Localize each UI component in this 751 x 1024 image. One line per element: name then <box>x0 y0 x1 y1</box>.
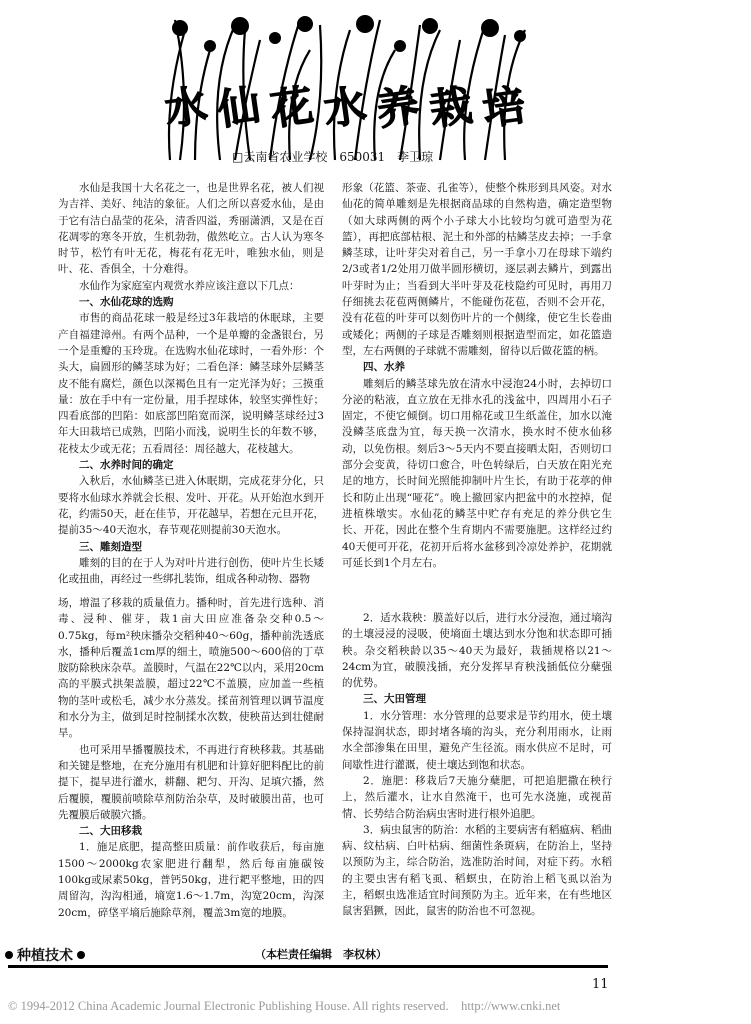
column-2 <box>342 180 612 571</box>
paragraph: 2．施肥：移栽后7天施分蘖肥，可把追肥撒在秧行上，然后灌水，让水自然淹干，也可先水浇施，或视苗情、长势结合防治病虫害时进行根外追肥。 <box>342 774 612 820</box>
paragraph: 形象（花篮、茶壶、孔雀等），使整个株形到具风姿。对水仙花的简单雕刻是先根据商品球的自然构造，确定造型物（如大球两侧的两个小子球大小比较均匀就可造型为花篮），再把底部枯根、泥土和外部的枯鳞茎皮去掉；一手拿鳞茎球，让叶芽尖对着自己，另一手拿小刀在母球下端约2/3或者1/2处用刀做半圆形横切，逐层剥去鳞片，到露出叶芽时为止；当看到大半叶芽及花枝隐约可见时，再用刀仔细挑去花苞两侧鳞片，不能碰伤花苞，否则不会开花，没有花苞的叶芽可以刻伤叶片的一个侧缘，使它生长卷曲或矮化；两侧的子球是否雕刻则根据造型而定，如花篮造型，左右两侧的子球就不需雕刻，留待以后做花篮的柄。 <box>342 182 612 357</box>
title-char: 水 <box>161 80 211 135</box>
bullet-icon <box>5 951 13 959</box>
paragraph: 雕刻的目的在于人为对叶片进行创伤，使叶片生长矮化或扭曲，再经过一些绑扎装饰，组成各种动物、器物 <box>58 556 324 586</box>
page-number: 11 <box>592 977 609 992</box>
section-heading: 二、水养时间的确定 <box>79 459 174 472</box>
paragraph: 水仙是我国十大名花之一，也是世界名花，被人们视为吉祥、美好、纯洁的象征。人们之所以喜爱水仙，是由于它有洁白晶莹的花朵，清香四溢，秀丽潇洒，又是在百花凋零的寒冬开放，生机勃勃，傲然屹立。古人认为寒冬时节，松竹有叶无花，梅花有花无叶，唯独水仙，则是叶、花、香俱全，十分难得。 <box>58 182 324 276</box>
paragraph: 3．病虫鼠害的防治：水稻的主要病害有稻瘟病、稻曲病、纹枯病、白叶枯病、细菌性条斑病，在防治上，坚持以预防为主，综合防治，选准防治时间，对症下药。水稻的主要虫害有稻飞虱、稻螟虫，在防治上稻飞虱以治为主，稻螟虫选准适宜时间预防为主。近年来，在有些地区鼠害猖獗，因此，鼠害的防治也不可忽视。 <box>342 823 612 918</box>
footer-rule <box>8 965 608 968</box>
section-heading: 四、水养 <box>363 361 405 374</box>
copyright-notice: © 1994-2012 China Academic Journal Electronic Publishing House. All rights reserved. http://www.cnki.net <box>8 999 561 1013</box>
title-char: 养 <box>373 80 423 135</box>
paragraph: 也可采用旱播覆膜技术，不再进行育秧移栽。其基础和关键是整地，在充分施用有机肥和计算好肥料配比的前提下，提早进行灌水，耕翻、耙匀、开沟、足填穴播，然后覆膜，覆膜前喷除草剂防治杂草，及时破膜出苗，也可先覆膜后破膜穴播。 <box>58 743 324 821</box>
paragraph: 雕刻后的鳞茎球先放在清水中浸泡24小时，去掉切口分泌的粘液，直立放在无排水孔的浅盆中，四周用小石子固定，不使它倾倒。切口用棉花或卫生纸盖住，加水以淹没鳞茎底盘为宜，每天换一次清水，换水时不使水仙移动，以免伤根。刻后3～5天内不要直接晒太阳，否则切口部分会变黄，待切口愈合，叶色转绿后，白天放在阳光充足的地方，长时间光照能抑制叶片生长，有助于花葶的伸长和防止出现“哑花”。晚上撤回家内把盆中的水控掉，促进植株墩实。水仙花的鳞茎中贮存有充足的养分供它生长、开花，因此在整个生育期内不需要施肥。这样经过约40天便可开花，花初开后将水盆移到冷凉处养护，花期就可延长到1个月左右。 <box>342 377 612 569</box>
title-char: 栽 <box>426 80 476 135</box>
paragraph: 入秋后，水仙鳞茎已进入休眠期，完成花芽分化，只要将水仙球水养就会长根、发叶、开花。从开始泡水到开花，约需50天，赶在佳节，开花越早，若想在元旦开花，提前35～40天泡水，春节观花则提前30天泡水。 <box>58 475 324 537</box>
section-heading: 二、大田移栽 <box>79 825 142 838</box>
section-heading: 三、大田管理 <box>363 693 426 706</box>
section-heading: 三、雕刻造型 <box>79 540 142 553</box>
title-char: 培 <box>479 80 529 135</box>
title-char: 仙 <box>214 80 264 135</box>
section-name: 种植技术 <box>17 948 73 964</box>
title-char: 水 <box>320 80 370 135</box>
column-editor: （本栏责任编辑 李权林） <box>255 948 387 961</box>
column-3 <box>58 595 324 921</box>
paragraph: 场，增温了移栽的质量值力。播种时，首先进行选种、消毒、浸种、催芽，栽1亩大田应准备杂交种0.5～0.75kg，每m²秧床播杂交稻种40～60g，播种前洗透底水，播种后覆盖1cm厚的细土，喷施500～600倍的丁草胺防除秧床杂草。盖膜时，气温在22℃以内，采用20cm高的平膜式拱架盖膜，超过22℃不盖膜，应加盖一些植物的茎叶或松毛，减少水分蒸发。揉苗剂管理以调节温度和水分为主，做到足时控制揉水次数，使秧苗达到壮健耐旱。 <box>58 597 324 740</box>
article-title <box>161 78 529 138</box>
author-byline: □云南省农业学校 650031 李卫琼 <box>232 150 434 164</box>
bullet-icon <box>77 951 85 959</box>
paragraph: 市售的商品花球一般是经过3年栽培的休眠球，主要产自福建漳州。有两个品种，一个是单瓣的金盏银台，另一个是重瓣的玉玲珑。在选购水仙花球时，一看外形：个头大，扁圆形的鳞茎球为好；二看色泽：鳞茎球外层鳞茎皮不能有腐烂，颜色以深褐色且有一定光泽为好；三摸重量：放在手中有一定份量，用手捏球体，较坚实弹性好；四看底部的凹陷：如底部凹陷宽而深，说明鳞茎球经过3年大田栽培已成熟，凹陷小而浅，说明生长的年数不够，花枝太少或无花；五看周径：周径越大，花枝越大。 <box>58 312 324 455</box>
column-1 <box>58 180 324 587</box>
paragraph: 水仙作为家庭室内观赏水养应该注意以下几点： <box>79 279 300 292</box>
paragraph: 2．适水栽秧：膜盖好以后，进行水分浸泡，通过墒沟的土壤浸浸的浸吸，使墒面土壤达到水分饱和状态即可插秧。杂交稻秧龄以35～40天为最好，栽插规格以21～24cm为宜，破膜浅插，充分发挥早育秧浅插低位分蘖强的优势。 <box>342 612 612 690</box>
column-4 <box>342 610 612 920</box>
paragraph: 1．水分管理：水分管理的总要求是节约用水，使土壤保持湿润状态，即封堵各墒的沟头，充分利用雨水，让雨水全部渗集在田里，避免产生径流。雨水供应不足时，可间歇性进行灌溉，使土壤达到饱和状态。 <box>342 709 612 771</box>
section-label <box>5 945 85 965</box>
paragraph: 1．施足底肥，提高整田质量：前作收获后，每亩施1500～2000kg农家肥进行翻犁，然后每亩施碳铵100kg或尿素50kg，普钙50kg，进行耙平整地，田的四周留沟，沟沟相通，墒宽1.6～1.7m，沟宽20cm，沟深20cm，碎垡平墒后施除草剂，覆盖3m宽的地膜。 <box>58 841 324 919</box>
section-heading: 一、水仙花球的选购 <box>79 296 174 309</box>
title-char: 花 <box>267 80 317 135</box>
